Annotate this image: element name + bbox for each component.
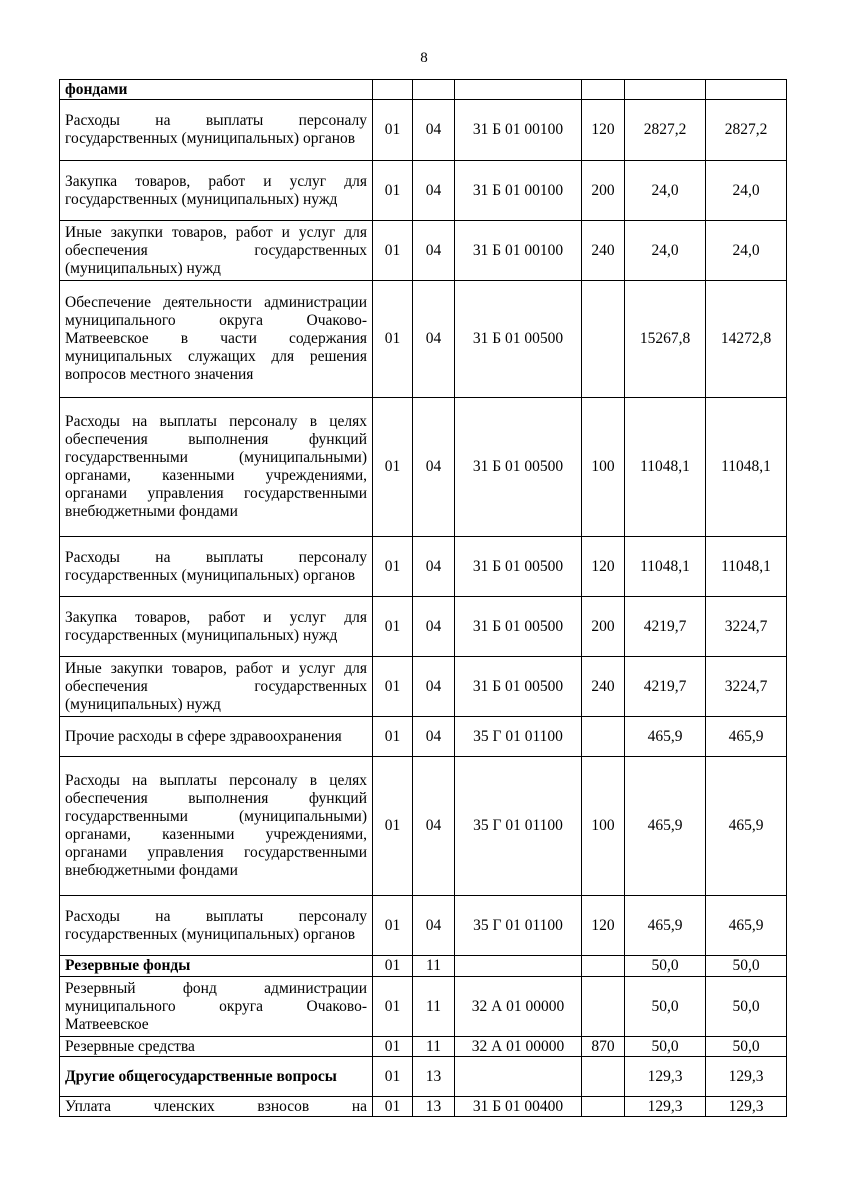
section-code-cell: 01 — [373, 1037, 413, 1057]
amount-year1-cell: 15267,8 — [625, 281, 706, 398]
subsection-code-cell: 04 — [413, 161, 455, 221]
expense-type-cell: 240 — [582, 221, 625, 281]
amount-year2-cell: 129,3 — [706, 1097, 787, 1117]
row-name-cell: Расходы на выплаты персоналу государственных (муниципальных) органов — [60, 100, 373, 161]
expense-type-cell: 120 — [582, 537, 625, 597]
target-article-cell — [455, 1057, 582, 1097]
section-code-cell: 01 — [373, 281, 413, 398]
amount-year2-cell: 50,0 — [706, 977, 787, 1037]
subsection-code-cell: 04 — [413, 757, 455, 896]
table-row — [60, 657, 787, 717]
section-code-cell: 01 — [373, 757, 413, 896]
section-code-cell: 01 — [373, 896, 413, 956]
row-name-cell: Обеспечение деятельности администрации муниципального округа Очаково-Матвеевское в части содержания муниципальных служащих для решения вопросов местного значения — [60, 281, 373, 398]
section-code-cell: 01 — [373, 161, 413, 221]
amount-year2-cell: 129,3 — [706, 1057, 787, 1097]
amount-year2-cell: 465,9 — [706, 896, 787, 956]
table-row — [60, 717, 787, 757]
section-code-cell: 01 — [373, 398, 413, 537]
table-row — [60, 956, 787, 977]
amount-year2-cell: 3224,7 — [706, 597, 787, 657]
budget-table — [59, 79, 787, 1117]
target-article-cell: 31 Б 01 00100 — [455, 161, 582, 221]
target-article-cell: 31 Б 01 00400 — [455, 1097, 582, 1117]
amount-year2-cell: 11048,1 — [706, 537, 787, 597]
table-row — [60, 977, 787, 1037]
amount-year1-cell: 11048,1 — [625, 537, 706, 597]
expense-type-cell: 870 — [582, 1037, 625, 1057]
table-row — [60, 221, 787, 281]
section-code-cell: 01 — [373, 221, 413, 281]
subsection-code-cell: 04 — [413, 657, 455, 717]
expense-type-cell — [582, 1097, 625, 1117]
expense-type-cell — [582, 956, 625, 977]
target-article-cell: 31 Б 01 00500 — [455, 537, 582, 597]
target-article-cell: 31 Б 01 00500 — [455, 597, 582, 657]
amount-year1-cell: 2827,2 — [625, 100, 706, 161]
row-name-cell: Другие общегосударственные вопросы — [60, 1057, 373, 1097]
row-name-cell: Расходы на выплаты персоналу в целях обеспечения выполнения функций государственными (муниципальными) органами, казенными учреждениями, органами управления государственными внебюджетными фондами — [60, 398, 373, 537]
expense-type-cell: 120 — [582, 896, 625, 956]
expense-type-cell — [582, 80, 625, 100]
amount-year1-cell: 129,3 — [625, 1097, 706, 1117]
row-name-cell: Расходы на выплаты персоналу в целях обеспечения выполнения функций государственными (муниципальными) органами, казенными учреждениями, органами управления государственными внебюджетными фондами — [60, 757, 373, 896]
table-row — [60, 757, 787, 896]
amount-year2-cell: 24,0 — [706, 221, 787, 281]
amount-year2-cell: 11048,1 — [706, 398, 787, 537]
expense-type-cell: 100 — [582, 398, 625, 537]
amount-year1-cell: 50,0 — [625, 956, 706, 977]
section-code-cell: 01 — [373, 1057, 413, 1097]
target-article-cell: 32 А 01 00000 — [455, 1037, 582, 1057]
section-code-cell: 01 — [373, 977, 413, 1037]
subsection-code-cell: 11 — [413, 1037, 455, 1057]
target-article-cell: 35 Г 01 01100 — [455, 896, 582, 956]
amount-year1-cell: 129,3 — [625, 1057, 706, 1097]
expense-type-cell: 240 — [582, 657, 625, 717]
expense-type-cell: 200 — [582, 597, 625, 657]
subsection-code-cell: 04 — [413, 597, 455, 657]
amount-year1-cell: 4219,7 — [625, 657, 706, 717]
expense-type-cell — [582, 1057, 625, 1097]
amount-year1-cell: 50,0 — [625, 1037, 706, 1057]
table-row — [60, 597, 787, 657]
amount-year2-cell: 50,0 — [706, 1037, 787, 1057]
row-name-cell: Закупка товаров, работ и услуг для государственных (муниципальных) нужд — [60, 597, 373, 657]
row-name-cell: Иные закупки товаров, работ и услуг для обеспечения государственных (муниципальных) нужд — [60, 221, 373, 281]
expense-type-cell: 120 — [582, 100, 625, 161]
amount-year1-cell: 24,0 — [625, 221, 706, 281]
page-number: 8 — [420, 50, 428, 66]
expense-type-cell — [582, 717, 625, 757]
section-code-cell: 01 — [373, 657, 413, 717]
amount-year1-cell: 50,0 — [625, 977, 706, 1037]
table-row — [60, 1097, 787, 1117]
target-article-cell: 35 Г 01 01100 — [455, 717, 582, 757]
row-name-cell: Резервные средства — [60, 1037, 373, 1057]
amount-year1-cell: 465,9 — [625, 896, 706, 956]
amount-year2-cell: 50,0 — [706, 956, 787, 977]
table-row — [60, 161, 787, 221]
row-name-cell: Резервные фонды — [60, 956, 373, 977]
target-article-cell — [455, 80, 582, 100]
table-row — [60, 100, 787, 161]
amount-year1-cell: 465,9 — [625, 717, 706, 757]
table-row — [60, 398, 787, 537]
subsection-code-cell: 04 — [413, 896, 455, 956]
section-code-cell: 01 — [373, 100, 413, 161]
amount-year2-cell: 465,9 — [706, 717, 787, 757]
table-row — [60, 1037, 787, 1057]
subsection-code-cell: 13 — [413, 1057, 455, 1097]
amount-year2-cell: 2827,2 — [706, 100, 787, 161]
amount-year2-cell — [706, 80, 787, 100]
target-article-cell — [455, 956, 582, 977]
subsection-code-cell: 04 — [413, 717, 455, 757]
section-code-cell: 01 — [373, 597, 413, 657]
subsection-code-cell: 04 — [413, 221, 455, 281]
row-name-cell: Уплата членских взносов на — [60, 1097, 373, 1117]
amount-year1-cell: 4219,7 — [625, 597, 706, 657]
amount-year1-cell: 24,0 — [625, 161, 706, 221]
section-code-cell: 01 — [373, 956, 413, 977]
row-name-cell: Расходы на выплаты персоналу государственных (муниципальных) органов — [60, 537, 373, 597]
row-name-cell: Расходы на выплаты персоналу государственных (муниципальных) органов — [60, 896, 373, 956]
section-code-cell — [373, 80, 413, 100]
subsection-code-cell: 04 — [413, 100, 455, 161]
amount-year1-cell: 465,9 — [625, 757, 706, 896]
table-row — [60, 896, 787, 956]
amount-year2-cell: 24,0 — [706, 161, 787, 221]
subsection-code-cell: 11 — [413, 956, 455, 977]
expense-type-cell — [582, 281, 625, 398]
subsection-code-cell: 04 — [413, 398, 455, 537]
target-article-cell: 31 Б 01 00500 — [455, 657, 582, 717]
table-row — [60, 1057, 787, 1097]
section-code-cell: 01 — [373, 717, 413, 757]
row-name-cell: Иные закупки товаров, работ и услуг для обеспечения государственных (муниципальных) нужд — [60, 657, 373, 717]
row-name-cell: Резервный фонд администрации муниципального округа Очаково-Матвеевское — [60, 977, 373, 1037]
target-article-cell: 31 Б 01 00100 — [455, 100, 582, 161]
row-name-cell: Прочие расходы в сфере здравоохранения — [60, 717, 373, 757]
target-article-cell: 35 Г 01 01100 — [455, 757, 582, 896]
amount-year1-cell — [625, 80, 706, 100]
section-code-cell: 01 — [373, 1097, 413, 1117]
table-row — [60, 281, 787, 398]
table-row — [60, 80, 787, 100]
section-code-cell: 01 — [373, 537, 413, 597]
expense-type-cell: 200 — [582, 161, 625, 221]
subsection-code-cell: 04 — [413, 537, 455, 597]
expense-type-cell — [582, 977, 625, 1037]
subsection-code-cell: 04 — [413, 281, 455, 398]
table-row — [60, 537, 787, 597]
amount-year2-cell: 14272,8 — [706, 281, 787, 398]
subsection-code-cell — [413, 80, 455, 100]
subsection-code-cell: 13 — [413, 1097, 455, 1117]
row-name-cell: Закупка товаров, работ и услуг для государственных (муниципальных) нужд — [60, 161, 373, 221]
amount-year2-cell: 465,9 — [706, 757, 787, 896]
amount-year1-cell: 11048,1 — [625, 398, 706, 537]
target-article-cell: 31 Б 01 00500 — [455, 398, 582, 537]
row-name-cell: фондами — [60, 80, 373, 100]
subsection-code-cell: 11 — [413, 977, 455, 1037]
amount-year2-cell: 3224,7 — [706, 657, 787, 717]
target-article-cell: 31 Б 01 00100 — [455, 221, 582, 281]
target-article-cell: 32 А 01 00000 — [455, 977, 582, 1037]
target-article-cell: 31 Б 01 00500 — [455, 281, 582, 398]
expense-type-cell: 100 — [582, 757, 625, 896]
